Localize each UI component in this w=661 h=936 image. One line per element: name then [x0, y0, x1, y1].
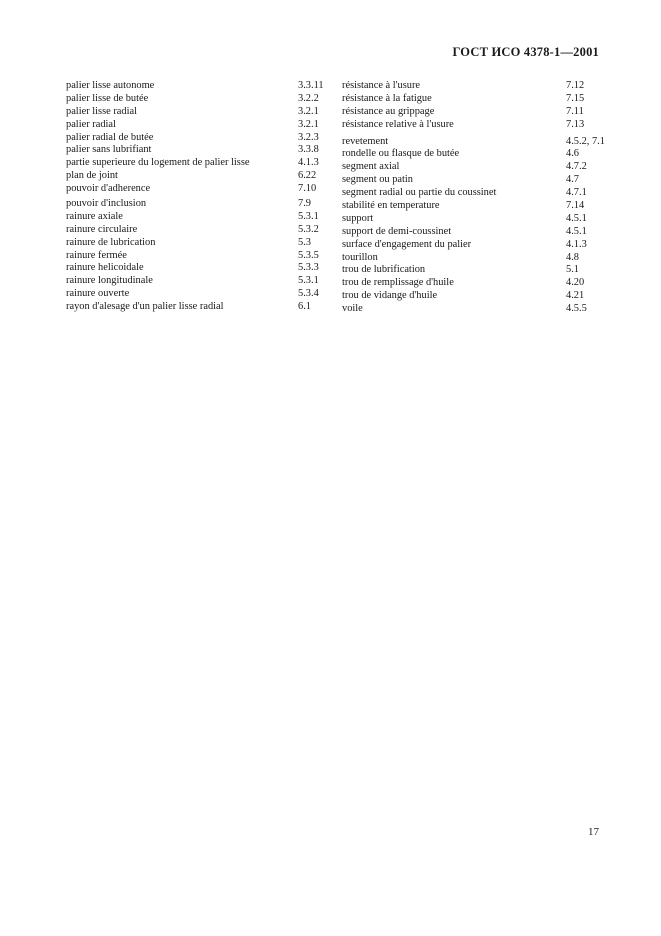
index-entry — [66, 275, 338, 288]
section-reference: 4.7 — [566, 174, 579, 186]
index-entry — [342, 303, 610, 316]
index-entry — [342, 264, 610, 277]
index-entry — [66, 198, 338, 211]
index-term: résistance au grippage — [342, 105, 435, 117]
index-term: rainure de lubrication — [66, 236, 156, 248]
section-reference: 4.7.1 — [566, 187, 587, 199]
section-reference: 7.10 — [298, 183, 317, 195]
index-entry — [66, 262, 338, 275]
index-term: rainure fermée — [66, 249, 127, 261]
index-term: support de demi-coussinet — [342, 225, 452, 237]
section-reference: 5.3.2 — [298, 223, 319, 235]
index-entry — [342, 290, 610, 303]
index-term: support — [342, 212, 374, 224]
index-term: tourillon — [342, 251, 378, 263]
index-term: plan de joint — [66, 170, 118, 182]
section-reference: 4.21 — [566, 290, 585, 302]
index-term: rainure helicoidale — [66, 262, 144, 274]
index-term: palier lisse autonome — [66, 80, 155, 91]
index-term: palier radial — [66, 118, 116, 130]
index-term: voile — [342, 303, 363, 315]
index-term: stabilité en temperature — [342, 200, 440, 212]
index-term: pouvoir d'inclusion — [66, 198, 147, 210]
section-reference: 4.1.3 — [298, 157, 319, 169]
index-entry — [66, 237, 338, 250]
index-entry — [342, 226, 610, 239]
page-number: 17 — [588, 826, 599, 838]
section-reference: 4.6 — [566, 148, 579, 160]
section-reference: 3.3.8 — [298, 144, 319, 156]
section-reference: 5.3.1 — [298, 275, 319, 287]
index-term: rainure ouverte — [66, 288, 130, 300]
index-term: résistance relative à l'usure — [342, 118, 454, 130]
section-reference: 3.2.2 — [298, 92, 319, 104]
section-reference: 7.13 — [566, 118, 585, 130]
section-reference: 5.3.4 — [298, 288, 319, 300]
section-reference: 7.11 — [566, 105, 584, 117]
section-reference: 7.12 — [566, 80, 585, 91]
index-entry — [66, 106, 338, 119]
section-reference: 7.15 — [566, 92, 585, 104]
index-entry — [66, 80, 338, 93]
section-reference: 5.3.3 — [298, 262, 319, 274]
index-term: trou de lubrification — [342, 264, 426, 276]
section-reference: 4.1.3 — [566, 238, 587, 250]
index-entry — [66, 301, 338, 314]
index-entry — [66, 288, 338, 301]
index-entry — [342, 174, 610, 187]
index-entry — [342, 252, 610, 265]
index-entry — [66, 170, 338, 183]
section-reference: 4.7.2 — [566, 161, 587, 173]
index-entry — [342, 187, 610, 200]
index-term: palier lisse radial — [66, 105, 137, 117]
index-entry — [342, 277, 610, 290]
index-entry — [342, 200, 610, 213]
index-term: palier sans lubrifiant — [66, 144, 152, 156]
index-term: surface d'engagement du palier — [342, 238, 472, 250]
index-entry — [342, 239, 610, 252]
section-reference: 4.8 — [566, 251, 579, 263]
index-term: trou de vidange d'huile — [342, 290, 438, 302]
section-reference: 3.2.3 — [298, 131, 319, 143]
index-term: rainure circulaire — [66, 223, 138, 235]
index-column-left — [66, 80, 338, 314]
index-entry — [66, 224, 338, 237]
index-column-right — [342, 80, 610, 316]
index-entry — [342, 161, 610, 174]
section-reference: 4.5.5 — [566, 303, 587, 315]
index-term: pouvoir d'adherence — [66, 183, 151, 195]
index-entry — [66, 132, 338, 145]
index-entry — [66, 211, 338, 224]
section-reference: 4.5.1 — [566, 212, 587, 224]
index-entry — [66, 93, 338, 106]
index-entry — [342, 136, 610, 149]
section-reference: 4.20 — [566, 277, 585, 289]
section-reference: 5.3.5 — [298, 249, 319, 261]
section-reference: 6.22 — [298, 170, 317, 182]
section-reference: 3.2.1 — [298, 118, 319, 130]
section-reference: 5.1 — [566, 264, 579, 276]
section-reference: 3.3.11 — [298, 80, 324, 91]
index-term: rainure axiale — [66, 210, 123, 222]
index-term: rayon d'alesage d'un palier lisse radial — [66, 301, 224, 313]
index-term: rainure longitudinale — [66, 275, 153, 287]
section-reference: 6.1 — [298, 301, 311, 313]
index-term: revetement — [342, 135, 389, 147]
index-term: résistance à la fatigue — [342, 92, 432, 104]
index-term: rondelle ou flasque de butée — [342, 148, 460, 160]
index-entry — [66, 157, 338, 170]
index-entry — [66, 144, 338, 157]
document-header: ГОСТ ИСО 4378-1—2001 — [452, 45, 599, 59]
section-reference: 4.5.1 — [566, 225, 587, 237]
index-entry — [66, 119, 338, 132]
index-term: segment axial — [342, 161, 400, 173]
section-reference: 3.2.1 — [298, 105, 319, 117]
index-term: palier radial de butée — [66, 131, 154, 143]
index-term: segment radial ou partie du coussinet — [342, 187, 497, 199]
index-entry — [342, 148, 610, 161]
index-entry — [342, 119, 610, 132]
index-entry — [66, 250, 338, 263]
index-entry — [342, 93, 610, 106]
index-entry — [66, 183, 338, 196]
index-entry — [342, 106, 610, 119]
section-reference: 7.14 — [566, 200, 585, 212]
index-term: résistance à l'usure — [342, 80, 421, 91]
index-term: partie superieure du logement de palier lisse — [66, 157, 250, 169]
index-term: palier lisse de butée — [66, 92, 149, 104]
section-reference: 5.3.1 — [298, 210, 319, 222]
index-term: segment ou patin — [342, 174, 413, 186]
index-entry — [342, 80, 610, 93]
index-term: trou de remplissage d'huile — [342, 277, 454, 289]
section-reference: 5.3 — [298, 236, 311, 248]
index-entry — [342, 213, 610, 226]
section-reference: 4.5.2, 7.1 — [566, 135, 605, 147]
section-reference: 7.9 — [298, 198, 311, 210]
